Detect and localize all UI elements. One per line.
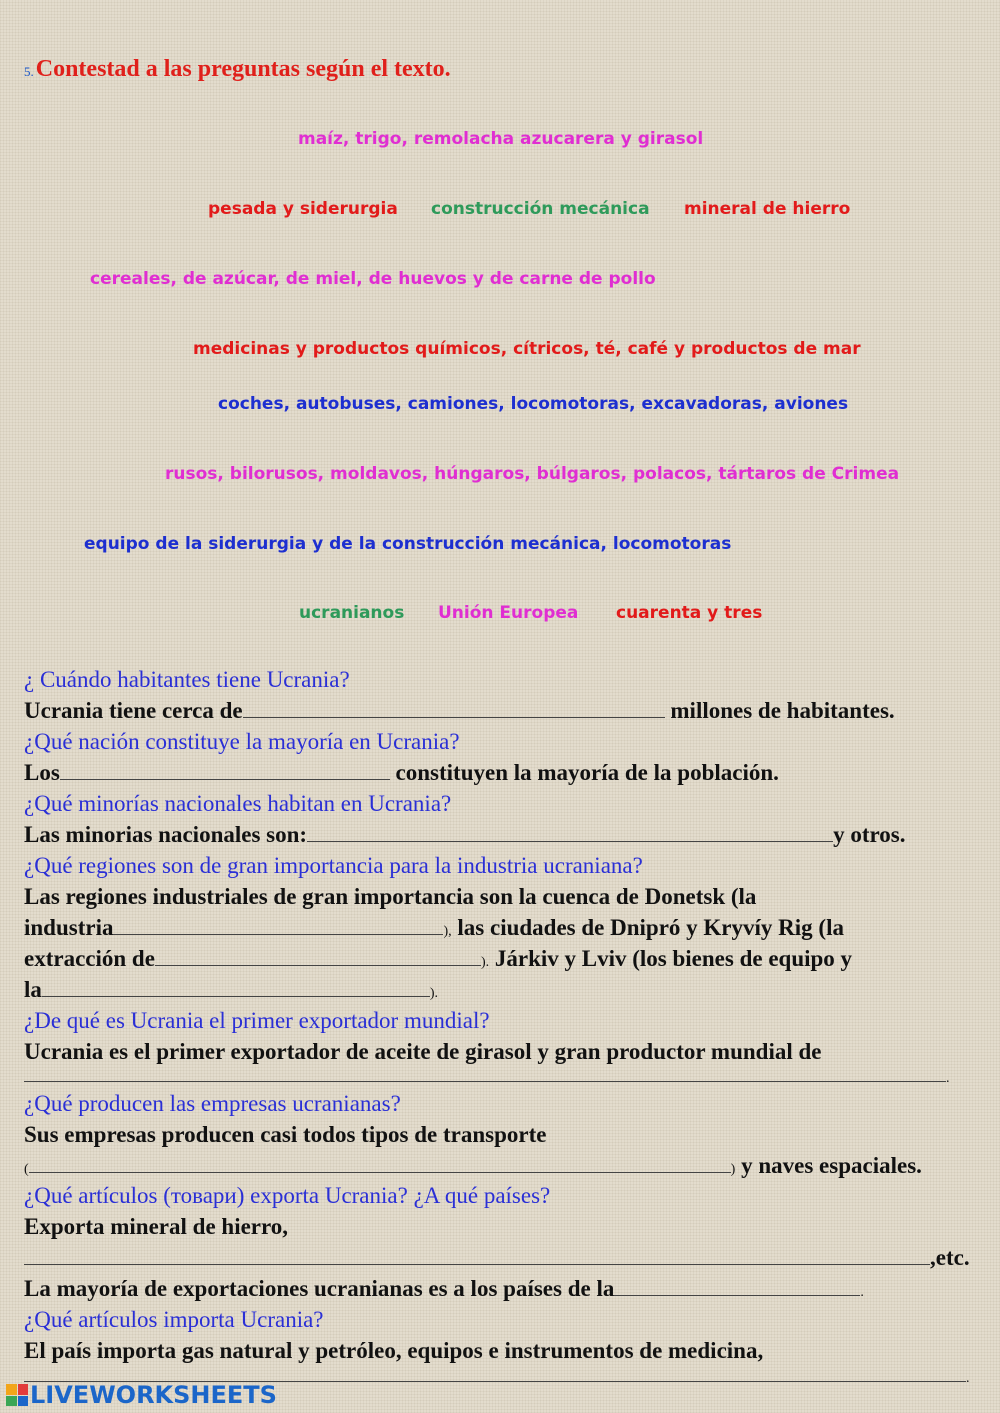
option-10[interactable]: ucranianos xyxy=(299,603,405,623)
exercise-number: 5. xyxy=(24,64,34,79)
answer-4-line-1: Las regiones industriales de gran importancia son la cuenca de Donetsk (la xyxy=(24,884,757,909)
answer-4-ciudades: las ciudades de Dnipró y Kryvíy Rig (la xyxy=(457,915,844,940)
blank-7b[interactable] xyxy=(614,1277,860,1296)
exercise-title xyxy=(24,56,451,83)
answer-4-industria: industria xyxy=(24,915,114,940)
answer-4c-close: ). xyxy=(429,986,439,1001)
answer-3-suffix: y otros. xyxy=(833,822,906,847)
option-12[interactable]: cuarenta y tres xyxy=(616,603,763,623)
answer-5-line-2 xyxy=(24,1062,950,1088)
answer-4a-close: ), xyxy=(443,924,452,939)
answer-1-line xyxy=(24,698,895,724)
blank-4c[interactable] xyxy=(42,978,430,997)
logo-badge-icon xyxy=(6,1384,28,1406)
blank-5[interactable] xyxy=(24,1063,946,1082)
answer-6-open: ( xyxy=(24,1162,29,1177)
exercise-title-text: Contestad a las preguntas según el texto. xyxy=(35,56,451,82)
answer-3-line xyxy=(24,822,905,848)
question-6: ¿Qué producen las empresas ucranianas? xyxy=(24,1091,401,1116)
question-1: ¿ Cuándo habitantes tiene Ucrania? xyxy=(24,667,350,692)
answer-3-prefix: Las minorias nacionales son: xyxy=(24,822,308,847)
option-5[interactable]: cereales, de azúcar, de miel, de huevos y de carne de pollo xyxy=(90,269,656,289)
liveworksheets-logo[interactable] xyxy=(6,1381,277,1409)
logo-text: LIVEWORKSHEETS xyxy=(30,1381,277,1409)
answer-6-close: ) xyxy=(730,1162,736,1177)
answer-6-line-1: Sus empresas producen casi todos tipos de transporte xyxy=(24,1122,547,1147)
option-4[interactable]: mineral de hierro xyxy=(684,199,851,219)
option-9[interactable]: equipo de la siderurgia y de la construcción mecánica, locomotoras xyxy=(84,534,732,554)
answer-1-suffix: millones de habitantes. xyxy=(670,698,895,723)
answer-1-prefix: Ucrania tiene cerca de xyxy=(24,698,243,723)
answer-7b-line xyxy=(24,1276,864,1302)
option-3[interactable]: construcción mecánica xyxy=(431,199,650,219)
answer-8-end: . xyxy=(966,1371,970,1386)
answer-7-end: ,etc. xyxy=(930,1245,970,1270)
blank-4a[interactable] xyxy=(113,916,443,935)
answer-4b-close: ). xyxy=(480,955,490,970)
question-4: ¿Qué regiones son de gran importancia para la industria ucraniana? xyxy=(24,853,643,878)
question-5: ¿De qué es Ucrania el primer exportador mundial? xyxy=(24,1008,490,1033)
blank-4b[interactable] xyxy=(155,947,481,966)
answer-7-line-2 xyxy=(24,1245,970,1271)
answer-5-end: . xyxy=(946,1071,950,1086)
option-2[interactable]: pesada y siderurgia xyxy=(208,199,398,219)
blank-1[interactable] xyxy=(243,699,665,718)
answer-4-line-3 xyxy=(24,946,852,972)
blank-6[interactable] xyxy=(29,1154,731,1173)
question-8: ¿Qué artículos importa Ucrania? xyxy=(24,1307,324,1332)
question-3: ¿Qué minorías nacionales habitan en Ucrania? xyxy=(24,791,452,816)
option-1[interactable]: maíz, trigo, remolacha azucarera y girasol xyxy=(298,129,704,149)
answer-6-line-2 xyxy=(24,1153,922,1179)
option-11[interactable]: Unión Europea xyxy=(438,603,579,623)
answer-6-suffix: y naves espaciales. xyxy=(741,1153,922,1178)
answer-7b-prefix: La mayoría de exportaciones ucranianas es a los países de la xyxy=(24,1276,615,1301)
question-7: ¿Qué artículos (товари) exporta Ucrania? ¿A qué países? xyxy=(24,1183,551,1208)
answer-8-line-1: El país importa gas natural y petróleo, equipos e instrumentos de medicina, xyxy=(24,1338,764,1363)
blank-7[interactable] xyxy=(24,1246,930,1265)
option-6[interactable]: medicinas y productos químicos, cítricos, té, café y productos de mar xyxy=(193,339,861,359)
answer-4-la: la xyxy=(24,977,42,1002)
answer-2-line xyxy=(24,760,779,786)
answer-4-extraccion: extracción de xyxy=(24,946,155,971)
answer-5-line-1: Ucrania es el primer exportador de aceite de girasol y gran productor mundial de xyxy=(24,1039,822,1064)
blank-3[interactable] xyxy=(307,823,833,842)
answer-2-prefix: Los xyxy=(24,760,60,785)
answer-4-line-4 xyxy=(24,977,438,1003)
answer-4-line-2 xyxy=(24,915,844,941)
answer-7b-end: . xyxy=(860,1285,864,1300)
option-8[interactable]: rusos, bilorusos, moldavos, húngaros, búlgaros, polacos, tártaros de Crimea xyxy=(165,464,900,484)
answer-2-suffix: constituyen la mayoría de la población. xyxy=(395,760,779,785)
blank-2[interactable] xyxy=(60,761,390,780)
answer-4-jarkiv: Járkiv y Lviv (los bienes de equipo y xyxy=(494,946,853,971)
question-2: ¿Qué nación constituye la mayoría en Ucrania? xyxy=(24,729,460,754)
answer-7-line-1: Exporta mineral de hierro, xyxy=(24,1214,289,1239)
blank-8[interactable] xyxy=(24,1363,966,1382)
option-7[interactable]: coches, autobuses, camiones, locomotoras, excavadoras, aviones xyxy=(218,394,849,414)
